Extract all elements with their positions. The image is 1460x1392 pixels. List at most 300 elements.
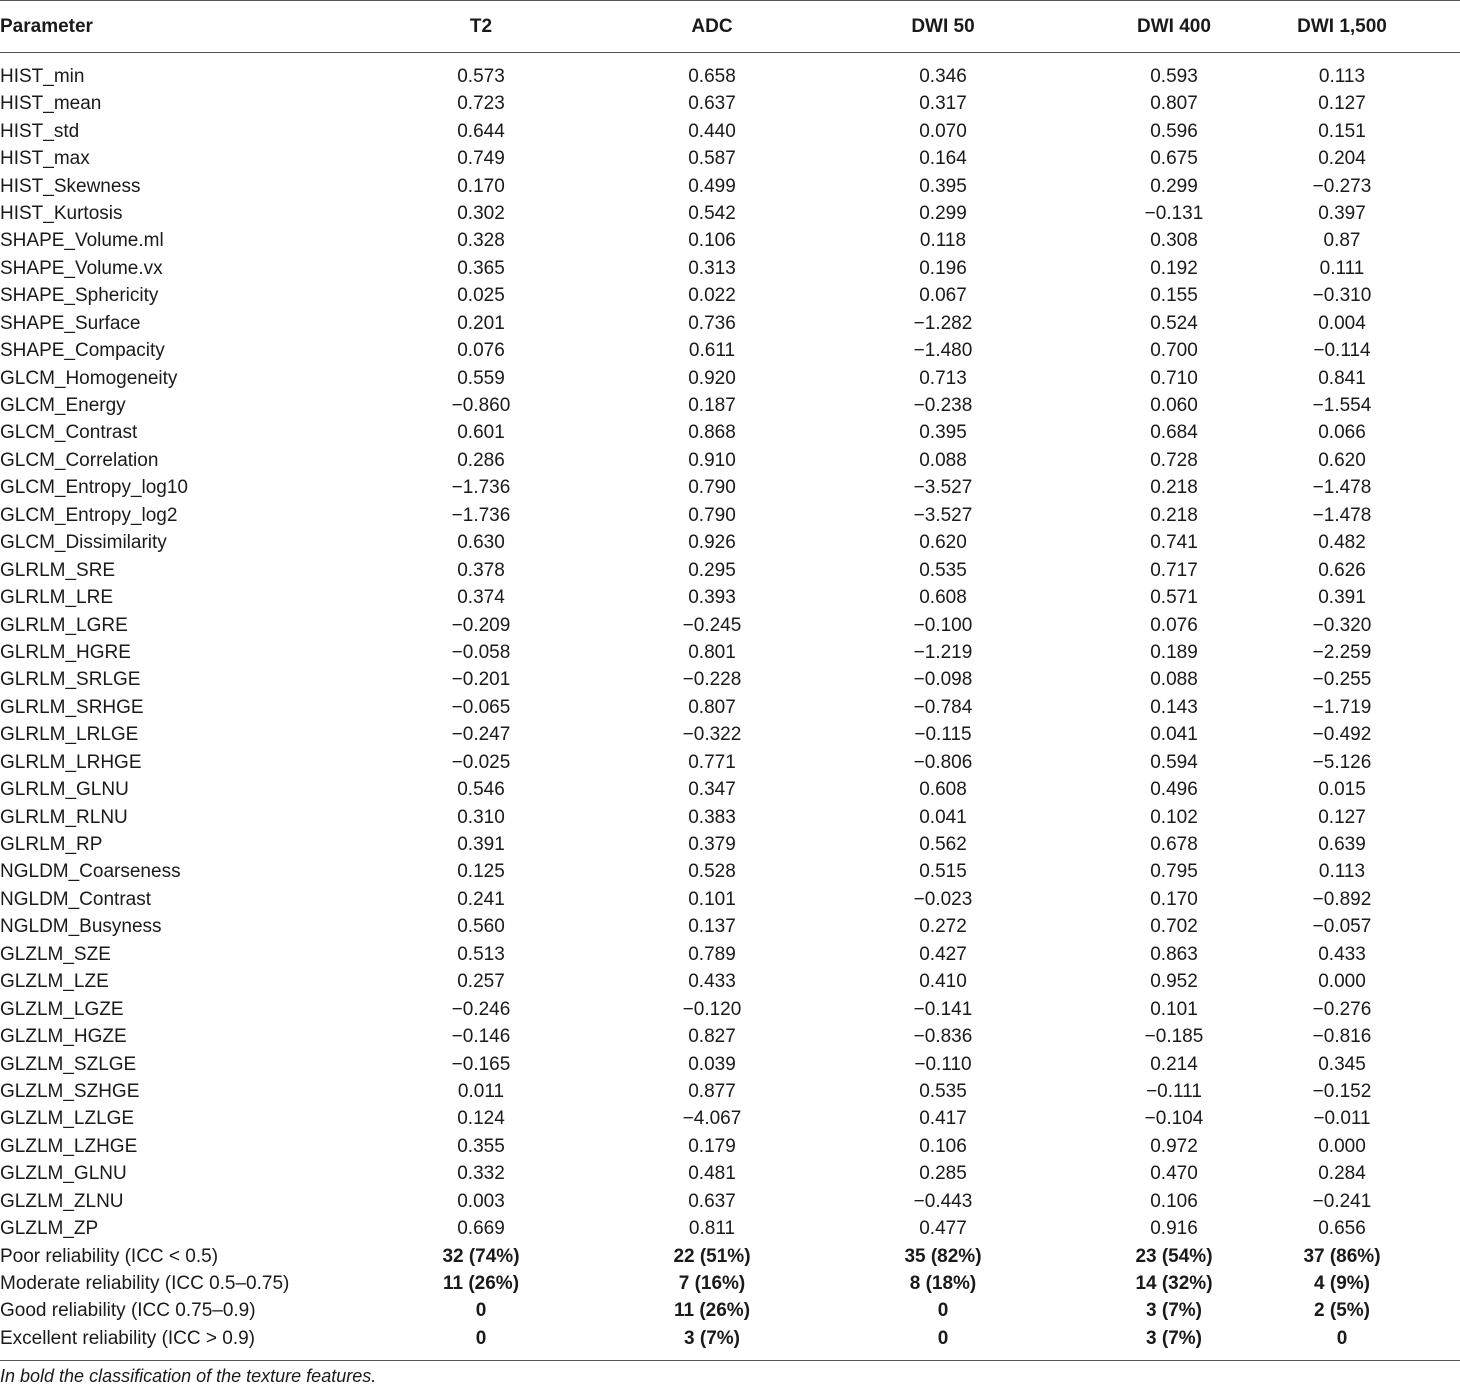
icc-value: 0.596 xyxy=(1150,120,1198,142)
table-row xyxy=(0,803,1460,830)
icc-value: −0.185 xyxy=(1144,1026,1204,1048)
reliability-count: 4 (9%) xyxy=(1314,1273,1370,1295)
icc-value: 0.710 xyxy=(1150,367,1198,389)
icc-value: 0.313 xyxy=(688,257,736,279)
icc-value: 0.644 xyxy=(457,120,505,142)
icc-value: 0.101 xyxy=(1150,998,1198,1020)
icc-value: 0.214 xyxy=(1150,1053,1198,1075)
icc-value: 0.345 xyxy=(1318,1053,1366,1075)
parameter-name: GLRLM_HGRE xyxy=(0,641,131,663)
icc-value: 0.151 xyxy=(1318,120,1366,142)
reliability-count: 3 (7%) xyxy=(662,1325,762,1361)
table-row xyxy=(0,639,1460,666)
icc-value: 0.004 xyxy=(1318,312,1366,334)
icc-value: 0.868 xyxy=(688,422,736,444)
icc-value: −1.219 xyxy=(913,641,973,663)
icc-value: −0.057 xyxy=(1312,916,1372,938)
reliability-category: Excellent reliability (ICC > 0.9) xyxy=(0,1325,300,1361)
icc-value: 0.702 xyxy=(1150,916,1198,938)
icc-value: 0.365 xyxy=(457,257,505,279)
reliability-count: 32 (74%) xyxy=(442,1245,520,1267)
summary-row xyxy=(0,1270,1460,1297)
table-row xyxy=(0,858,1460,885)
icc-value: −0.098 xyxy=(913,669,973,691)
icc-value: 0.728 xyxy=(1150,449,1198,471)
icc-value: −2.259 xyxy=(1312,641,1372,663)
reliability-count: 0 xyxy=(300,1325,662,1361)
icc-value: 0.106 xyxy=(919,1135,967,1157)
icc-value: −0.228 xyxy=(682,669,742,691)
icc-value: −0.892 xyxy=(1312,888,1372,910)
icc-value: −0.152 xyxy=(1312,1080,1372,1102)
icc-value: −0.241 xyxy=(1312,1190,1372,1212)
icc-value: −0.322 xyxy=(682,724,742,746)
icc-value: 0.286 xyxy=(457,449,505,471)
parameter-name: HIST_max xyxy=(0,148,90,170)
icc-value: 0.397 xyxy=(1318,202,1366,224)
parameter-name: GLRLM_SRHGE xyxy=(0,696,144,718)
icc-value: 0.515 xyxy=(919,861,967,883)
column-header: DWI 50 xyxy=(762,1,1124,53)
parameter-name: GLZLM_ZP xyxy=(0,1218,99,1240)
icc-value: 0.187 xyxy=(688,395,736,417)
reliability-count: 2 (5%) xyxy=(1314,1300,1370,1322)
table-header xyxy=(0,1,1460,53)
icc-value: 0.124 xyxy=(457,1108,505,1130)
icc-value: 0.127 xyxy=(1318,93,1366,115)
icc-value: 0.113 xyxy=(1318,66,1366,87)
table-row xyxy=(0,255,1460,282)
icc-value: −0.165 xyxy=(451,1053,511,1075)
icc-value: 0.170 xyxy=(1150,888,1198,910)
icc-value: 0.427 xyxy=(919,943,967,965)
icc-value: −1.554 xyxy=(1312,395,1372,417)
table-row xyxy=(0,1215,1460,1242)
table-row xyxy=(0,447,1460,474)
icc-value: 0.378 xyxy=(457,559,505,581)
icc-value: 0.790 xyxy=(688,504,736,526)
icc-value: 0.241 xyxy=(457,888,505,910)
table-row xyxy=(0,1133,1460,1160)
icc-value: 0.374 xyxy=(457,587,505,609)
icc-value: −0.114 xyxy=(1313,340,1371,362)
icc-value: 0.127 xyxy=(1318,806,1366,828)
parameter-name: GLZLM_LZHGE xyxy=(0,1135,138,1157)
icc-value: 0.658 xyxy=(688,66,736,87)
table-row xyxy=(0,529,1460,556)
parameter-name: GLZLM_LZLGE xyxy=(0,1108,135,1130)
icc-value: −0.816 xyxy=(1312,1026,1372,1048)
icc-value: 0.285 xyxy=(919,1163,967,1185)
icc-value: 0.218 xyxy=(1150,477,1198,499)
parameter-name: GLZLM_ZLNU xyxy=(0,1190,124,1212)
icc-value: 0.170 xyxy=(457,175,505,197)
icc-value: −3.527 xyxy=(913,504,973,526)
reliability-category: Good reliability (ICC 0.75–0.9) xyxy=(0,1300,256,1322)
icc-value: −0.131 xyxy=(1144,202,1204,224)
parameter-name: GLCM_Energy xyxy=(0,395,126,417)
icc-value: 0.076 xyxy=(1150,614,1198,636)
icc-value: 0.620 xyxy=(919,532,967,554)
table-row xyxy=(0,392,1460,419)
parameter-name: GLRLM_LRLGE xyxy=(0,724,139,746)
icc-value: 0.391 xyxy=(1318,587,1366,609)
icc-value: 0.393 xyxy=(688,587,736,609)
icc-value: 0.088 xyxy=(919,449,967,471)
icc-value: 0.841 xyxy=(1318,367,1366,389)
icc-value: 0.299 xyxy=(1150,175,1198,197)
summary-row xyxy=(0,1325,1460,1361)
reliability-count: 22 (51%) xyxy=(673,1245,751,1267)
icc-value: 0.801 xyxy=(688,641,736,663)
icc-value: 0.795 xyxy=(1150,861,1198,883)
parameter-name: GLZLM_SZLGE xyxy=(0,1053,137,1075)
icc-value: 0.179 xyxy=(688,1135,736,1157)
table-row xyxy=(0,941,1460,968)
table-row xyxy=(0,419,1460,446)
reliability-count: 3 (7%) xyxy=(1124,1325,1224,1361)
table-row xyxy=(0,749,1460,776)
icc-value: 0.118 xyxy=(919,230,967,252)
reliability-category: Poor reliability (ICC < 0.5) xyxy=(0,1245,219,1267)
icc-value: 0.678 xyxy=(1150,834,1198,856)
icc-value: 0.000 xyxy=(1318,971,1366,993)
icc-value: 0.433 xyxy=(688,971,736,993)
parameter-name: HIST_Kurtosis xyxy=(0,202,123,224)
icc-value: 0.496 xyxy=(1150,779,1198,801)
icc-value: −0.836 xyxy=(913,1026,973,1048)
icc-value: −4.067 xyxy=(682,1108,742,1130)
table-row xyxy=(0,556,1460,583)
reliability-count: 3 (7%) xyxy=(1146,1300,1202,1322)
parameter-name: SHAPE_Surface xyxy=(0,312,141,334)
icc-value: 0.790 xyxy=(688,477,736,499)
icc-value: −0.492 xyxy=(1312,724,1372,746)
table-row xyxy=(0,337,1460,364)
icc-value: 0.066 xyxy=(1318,422,1366,444)
icc-value: −0.100 xyxy=(913,614,973,636)
icc-value: 0.299 xyxy=(919,202,967,224)
reliability-count: 11 (26%) xyxy=(442,1273,520,1295)
icc-value: 0.723 xyxy=(457,93,505,115)
reliability-category: Moderate reliability (ICC 0.5–0.75) xyxy=(0,1273,290,1295)
parameter-name: GLZLM_GLNU xyxy=(0,1163,127,1185)
icc-value: 0.620 xyxy=(1318,449,1366,471)
icc-value: −0.209 xyxy=(451,614,511,636)
icc-value: 0.196 xyxy=(919,257,967,279)
icc-value: 0.410 xyxy=(919,971,967,993)
icc-value: 0.332 xyxy=(457,1163,505,1185)
parameter-name: GLRLM_RP xyxy=(0,834,103,856)
icc-value: −0.276 xyxy=(1312,998,1372,1020)
table-row xyxy=(0,1160,1460,1187)
icc-value: 0.601 xyxy=(457,422,505,444)
column-header: T2 xyxy=(300,1,662,53)
icc-value: 0.192 xyxy=(1150,257,1198,279)
icc-value: 0.639 xyxy=(1318,834,1366,856)
parameter-name: NGLDM_Coarseness xyxy=(0,861,181,883)
icc-value: −1.719 xyxy=(1312,696,1372,718)
icc-value: 0.535 xyxy=(919,559,967,581)
table-row xyxy=(0,721,1460,748)
icc-value: 0.916 xyxy=(1150,1218,1198,1240)
icc-value: 0.573 xyxy=(457,66,505,87)
icc-value: 0.741 xyxy=(1150,532,1198,554)
icc-value: 0.656 xyxy=(1318,1218,1366,1240)
icc-value: −0.111 xyxy=(1146,1080,1202,1102)
icc-value: 0.218 xyxy=(1150,504,1198,526)
icc-value: 0.481 xyxy=(688,1163,736,1185)
icc-value: −1.282 xyxy=(913,312,973,334)
icc-value: 0.070 xyxy=(919,120,967,142)
icc-value: 0.972 xyxy=(1150,1135,1198,1157)
icc-value: 0.571 xyxy=(1150,587,1198,609)
icc-value: 0.608 xyxy=(919,779,967,801)
summary-row xyxy=(0,1242,1460,1269)
icc-value: 0.308 xyxy=(1150,230,1198,252)
icc-value: 0.295 xyxy=(688,559,736,581)
icc-value: −3.527 xyxy=(913,477,973,499)
icc-value: −0.120 xyxy=(682,998,742,1020)
icc-value: 0.920 xyxy=(688,367,736,389)
reliability-count: 11 (26%) xyxy=(673,1300,751,1322)
table-row xyxy=(0,1078,1460,1105)
icc-value: −0.320 xyxy=(1312,614,1372,636)
icc-value: 0.284 xyxy=(1318,1163,1366,1185)
parameter-name: GLRLM_LRHGE xyxy=(0,751,142,773)
icc-value: −0.860 xyxy=(451,395,511,417)
header-row xyxy=(0,1,1460,53)
icc-value: 0.088 xyxy=(1150,669,1198,691)
table-row xyxy=(0,172,1460,199)
column-header: ADC xyxy=(662,1,762,53)
table-row xyxy=(0,584,1460,611)
icc-value: −0.146 xyxy=(451,1026,511,1048)
icc-value: 0.039 xyxy=(688,1053,736,1075)
column-header: DWI 1,500 xyxy=(1224,1,1460,53)
icc-value: 0.952 xyxy=(1150,971,1198,993)
icc-value: 0.076 xyxy=(457,340,505,362)
icc-value: −0.025 xyxy=(451,751,511,773)
icc-value: 0.827 xyxy=(688,1026,736,1048)
icc-value: 0.155 xyxy=(1150,285,1198,307)
icc-value: −1.478 xyxy=(1312,477,1372,499)
parameter-name: GLRLM_LRE xyxy=(0,587,113,609)
icc-value: 0.041 xyxy=(1150,724,1198,746)
reliability-count: 0 xyxy=(937,1300,949,1322)
icc-value: 0.391 xyxy=(457,834,505,856)
summary-row xyxy=(0,1297,1460,1324)
icc-value: 0.204 xyxy=(1318,148,1366,170)
table-row xyxy=(0,53,1460,91)
table-row xyxy=(0,474,1460,501)
parameter-name: GLRLM_RLNU xyxy=(0,806,128,828)
icc-value: 0.593 xyxy=(1150,66,1198,87)
icc-value: 0.113 xyxy=(1318,861,1366,883)
reliability-count: 7 (16%) xyxy=(678,1273,746,1295)
icc-value: 0.789 xyxy=(688,943,736,965)
icc-value: 0.417 xyxy=(919,1108,967,1130)
icc-value: −0.141 xyxy=(913,998,973,1020)
icc-value: 0.137 xyxy=(688,916,736,938)
icc-value: 0.201 xyxy=(457,312,505,334)
icc-value: 0.910 xyxy=(688,449,736,471)
reliability-count: 0 xyxy=(762,1325,1124,1361)
table-row xyxy=(0,227,1460,254)
icc-value: 0.355 xyxy=(457,1135,505,1157)
icc-value: 0.011 xyxy=(457,1080,505,1102)
table-row xyxy=(0,310,1460,337)
icc-value: −0.201 xyxy=(451,669,511,691)
icc-value: 0.560 xyxy=(457,916,505,938)
parameter-name: GLCM_Contrast xyxy=(0,422,138,444)
icc-value: 0.143 xyxy=(1150,696,1198,718)
reliability-count: 8 (18%) xyxy=(909,1273,977,1295)
icc-value: −1.480 xyxy=(913,340,973,362)
table-row xyxy=(0,200,1460,227)
icc-value: 0.807 xyxy=(688,696,736,718)
parameter-name: GLZLM_SZHGE xyxy=(0,1080,140,1102)
icc-value: −0.110 xyxy=(914,1053,972,1075)
table-row xyxy=(0,1188,1460,1215)
icc-value: 0.101 xyxy=(688,888,736,910)
parameter-name: HIST_std xyxy=(0,120,80,142)
icc-value: 0.125 xyxy=(457,861,505,883)
icc-value: 0.189 xyxy=(1150,641,1198,663)
icc-value: 0.675 xyxy=(1150,148,1198,170)
icc-value: 0.713 xyxy=(919,367,967,389)
icc-value: 0.684 xyxy=(1150,422,1198,444)
table-row xyxy=(0,694,1460,721)
parameter-name: GLRLM_SRE xyxy=(0,559,116,581)
icc-value: 0.022 xyxy=(688,285,736,307)
table-row xyxy=(0,831,1460,858)
parameter-name: HIST_mean xyxy=(0,93,102,115)
icc-value: 0.328 xyxy=(457,230,505,252)
icc-value: 0.771 xyxy=(688,751,736,773)
icc-value: 0.499 xyxy=(688,175,736,197)
parameter-name: GLRLM_LGRE xyxy=(0,614,128,636)
icc-value: 0.717 xyxy=(1150,559,1198,581)
icc-value: −0.023 xyxy=(913,888,973,910)
table-row xyxy=(0,90,1460,117)
icc-value: 0.015 xyxy=(1318,779,1366,801)
icc-value: 0.513 xyxy=(457,943,505,965)
icc-value: 0.559 xyxy=(457,367,505,389)
icc-value: 0.608 xyxy=(919,587,967,609)
icc-value: 0.700 xyxy=(1150,340,1198,362)
table-row xyxy=(0,117,1460,144)
icc-value: 0.164 xyxy=(919,148,967,170)
icc-value: 0.807 xyxy=(1150,93,1198,115)
icc-value: 0.482 xyxy=(1318,532,1366,554)
icc-value: 0.637 xyxy=(688,93,736,115)
icc-value: −0.443 xyxy=(913,1190,973,1212)
table-body xyxy=(0,53,1460,1361)
icc-value: 0.111 xyxy=(1319,257,1365,279)
icc-value: 0.106 xyxy=(688,230,736,252)
icc-value: 0.067 xyxy=(919,285,967,307)
icc-value: 0.310 xyxy=(457,806,505,828)
icc-value: −0.238 xyxy=(913,395,973,417)
icc-value: 0.626 xyxy=(1318,559,1366,581)
parameter-name: GLCM_Entropy_log10 xyxy=(0,477,188,499)
icc-value: 0.346 xyxy=(919,66,967,87)
parameter-name: HIST_Skewness xyxy=(0,175,141,197)
icc-value: 0.347 xyxy=(688,779,736,801)
table-row xyxy=(0,913,1460,940)
parameter-name: GLZLM_SZE xyxy=(0,943,111,965)
table-row xyxy=(0,995,1460,1022)
reliability-count: 35 (82%) xyxy=(904,1245,982,1267)
table-row xyxy=(0,1105,1460,1132)
icc-value: 0.630 xyxy=(457,532,505,554)
icc-value: 0.637 xyxy=(688,1190,736,1212)
icc-value: 0.106 xyxy=(1150,1190,1198,1212)
table-row xyxy=(0,502,1460,529)
parameter-name: GLCM_Correlation xyxy=(0,449,159,471)
parameter-name: NGLDM_Busyness xyxy=(0,916,162,938)
table-row xyxy=(0,666,1460,693)
icc-value: 0.395 xyxy=(919,175,967,197)
icc-value: 0.811 xyxy=(688,1218,736,1240)
table-row xyxy=(0,282,1460,309)
icc-value: −0.011 xyxy=(1313,1108,1371,1130)
icc-value: −0.310 xyxy=(1312,285,1372,307)
footnote: In bold the classification of the texture features. xyxy=(0,1366,377,1386)
icc-value: −0.247 xyxy=(451,724,511,746)
parameter-name: GLZLM_LGZE xyxy=(0,998,124,1020)
icc-value: 0.383 xyxy=(688,806,736,828)
reliability-count: 0 xyxy=(475,1300,487,1322)
column-header: Parameter xyxy=(0,1,300,53)
icc-value: 0.257 xyxy=(457,971,505,993)
icc-value: 0.528 xyxy=(688,861,736,883)
parameter-name: NGLDM_Contrast xyxy=(0,888,151,910)
icc-value: 0.272 xyxy=(919,916,967,938)
icc-value: −0.255 xyxy=(1312,669,1372,691)
icc-value: 0.102 xyxy=(1150,806,1198,828)
table-row xyxy=(0,886,1460,913)
icc-value: −0.806 xyxy=(913,751,973,773)
icc-value: 0.041 xyxy=(919,806,967,828)
table-row xyxy=(0,145,1460,172)
table-row xyxy=(0,364,1460,391)
table-row xyxy=(0,776,1460,803)
icc-value: −5.126 xyxy=(1312,751,1372,773)
icc-value: 0.542 xyxy=(688,202,736,224)
icc-value: 0.317 xyxy=(919,93,967,115)
parameter-name: SHAPE_Volume.ml xyxy=(0,230,164,252)
icc-value: 0.302 xyxy=(457,202,505,224)
icc-value: 0.669 xyxy=(457,1218,505,1240)
icc-value: −0.245 xyxy=(682,614,742,636)
reliability-count: 37 (86%) xyxy=(1303,1245,1381,1267)
table-row xyxy=(0,1050,1460,1077)
icc-value: 0.433 xyxy=(1318,943,1366,965)
icc-value: 0.535 xyxy=(919,1080,967,1102)
icc-value: 0.562 xyxy=(919,834,967,856)
parameter-name: SHAPE_Sphericity xyxy=(0,285,159,307)
icc-value: 0.379 xyxy=(688,834,736,856)
parameter-name: SHAPE_Volume.vx xyxy=(0,257,163,279)
parameter-name: SHAPE_Compacity xyxy=(0,340,165,362)
table-row xyxy=(0,611,1460,638)
icc-value: −1.478 xyxy=(1312,504,1372,526)
icc-value: −0.246 xyxy=(451,998,511,1020)
parameter-name: GLZLM_HGZE xyxy=(0,1026,127,1048)
parameter-name: GLCM_Dissimilarity xyxy=(0,532,167,554)
